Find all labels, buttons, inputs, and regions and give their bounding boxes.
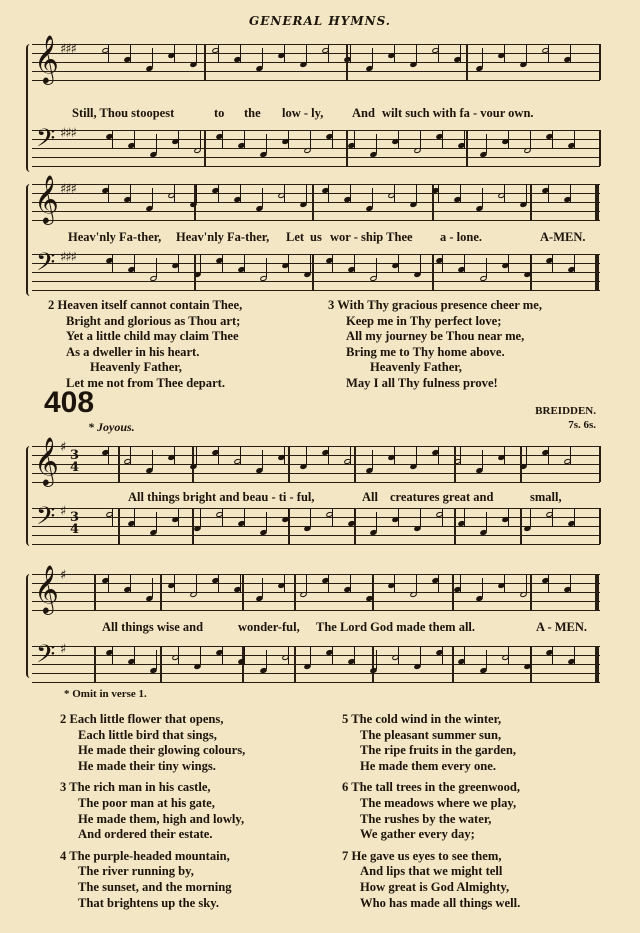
note-stem <box>416 574 417 593</box>
note-stem <box>218 44 219 63</box>
note-stem <box>244 254 245 273</box>
key-signature-icon: ♯♯♯ <box>60 42 76 57</box>
note-stem <box>508 508 509 527</box>
note-stem <box>222 508 223 527</box>
note-stem <box>244 130 245 149</box>
note-stem <box>262 578 263 597</box>
note-stem <box>240 574 241 593</box>
note-stem <box>112 130 113 149</box>
footnote: * Omit in verse 1. <box>64 688 147 700</box>
key-signature-icon: ♯ <box>60 440 66 455</box>
note-stem <box>310 508 311 527</box>
note-stem <box>570 44 571 63</box>
note-stem <box>240 446 241 465</box>
note-stem <box>552 646 553 665</box>
note-stem <box>306 574 307 593</box>
note-stem <box>526 574 527 593</box>
note-stem <box>416 44 417 63</box>
note-stem <box>574 646 575 665</box>
verse-5: 5 The cold wind in the winter, The pleasant summer sun, The ripe fruits in the garden, He made them every one. <box>342 712 517 773</box>
note-stem <box>240 184 241 203</box>
note-stem <box>438 44 439 63</box>
note-stem <box>442 254 443 273</box>
note-stem <box>130 44 131 63</box>
note-stem <box>530 508 531 527</box>
note-stem <box>288 130 289 149</box>
time-signature: 3 4 <box>70 510 80 537</box>
treble-clef-icon: 𝄞 <box>34 34 59 83</box>
note-stem <box>200 254 201 273</box>
note-stem <box>504 574 505 593</box>
note-stem <box>130 184 131 203</box>
note-stem <box>460 44 461 63</box>
note-stem <box>178 508 179 527</box>
note-stem <box>482 188 483 207</box>
hymn-number: 408 <box>44 386 95 419</box>
note-stem <box>460 446 461 465</box>
note-stem <box>376 650 377 669</box>
note-stem <box>108 44 109 63</box>
note-stem <box>372 188 373 207</box>
note-stem <box>266 258 267 277</box>
note-stem <box>332 254 333 273</box>
note-stem <box>178 254 179 273</box>
bass-clef-icon: 𝄢 <box>36 640 56 675</box>
treble-staff <box>32 34 600 83</box>
note-stem <box>328 446 329 465</box>
verse-7: 7 He gave us eyes to see them, And lips that we might tell How great is God Almighty, Who has made all things well. <box>342 848 521 910</box>
note-stem <box>288 646 289 665</box>
key-signature-icon: ♯ <box>60 568 66 583</box>
note-stem <box>222 646 223 665</box>
note-stem <box>504 184 505 203</box>
note-stem <box>244 646 245 665</box>
note-stem <box>130 446 131 465</box>
tune-name: BREIDDEN. <box>535 405 596 417</box>
note-stem <box>310 130 311 149</box>
note-stem <box>504 446 505 465</box>
time-signature: 3 4 <box>70 448 80 475</box>
note-stem <box>548 44 549 63</box>
note-stem <box>526 184 527 203</box>
note-stem <box>328 44 329 63</box>
bass-staff <box>32 502 600 544</box>
note-stem <box>134 254 135 273</box>
note-stem <box>548 446 549 465</box>
note-stem <box>266 650 267 669</box>
note-stem <box>442 130 443 149</box>
note-stem <box>284 184 285 203</box>
note-stem <box>174 44 175 63</box>
note-stem <box>464 130 465 149</box>
bass-clef-icon: 𝄢 <box>36 248 56 283</box>
bass-staff <box>32 248 600 290</box>
note-stem <box>156 258 157 277</box>
bass-staff <box>32 640 600 682</box>
note-stem <box>530 254 531 273</box>
note-stem <box>156 650 157 669</box>
note-stem <box>284 446 285 465</box>
note-stem <box>134 646 135 665</box>
note-stem <box>266 512 267 531</box>
note-stem <box>574 508 575 527</box>
verse-4: 4 The purple-headed mountain, The river running by, The sunset, and the morning That brightens up the sky. <box>60 848 232 910</box>
note-stem <box>196 184 197 203</box>
note-stem <box>438 574 439 593</box>
note-stem <box>570 574 571 593</box>
note-stem <box>244 508 245 527</box>
treble-staff <box>32 174 600 223</box>
note-stem <box>420 508 421 527</box>
verse-block-right: 3 With Thy gracious presence cheer me, Keep me in Thy perfect love; All my journey be Thou near me, Bring me to Thy home above. Heavenly Father, May I all Thy fulness prove! <box>328 298 542 390</box>
note-stem <box>196 446 197 465</box>
note-stem <box>464 254 465 273</box>
note-stem <box>200 508 201 527</box>
note-stem <box>398 646 399 665</box>
note-stem <box>486 258 487 277</box>
note-stem <box>398 130 399 149</box>
note-stem <box>548 574 549 593</box>
note-stem <box>482 578 483 597</box>
note-stem <box>306 446 307 465</box>
note-stem <box>376 258 377 277</box>
note-stem <box>332 646 333 665</box>
note-stem <box>394 574 395 593</box>
tempo-marking: * Joyous. <box>88 420 135 434</box>
note-stem <box>574 130 575 149</box>
key-signature-icon: ♯♯♯ <box>60 182 76 197</box>
note-stem <box>108 446 109 465</box>
treble-clef-icon: 𝄞 <box>34 436 59 485</box>
note-stem <box>486 650 487 669</box>
note-stem <box>178 130 179 149</box>
note-stem <box>482 48 483 67</box>
verse-2: 2 Each little flower that opens, Each little bird that sings, He made their glowing colours, He made their tiny wings. <box>60 712 246 773</box>
note-stem <box>108 574 109 593</box>
note-stem <box>310 646 311 665</box>
note-stem <box>152 450 153 469</box>
note-stem <box>354 508 355 527</box>
note-stem <box>464 646 465 665</box>
treble-clef-icon: 𝄞 <box>34 174 59 223</box>
note-stem <box>222 130 223 149</box>
note-stem <box>372 48 373 67</box>
note-stem <box>394 446 395 465</box>
note-stem <box>174 574 175 593</box>
note-stem <box>152 578 153 597</box>
note-stem <box>552 508 553 527</box>
note-stem <box>508 254 509 273</box>
note-stem <box>530 130 531 149</box>
note-stem <box>152 188 153 207</box>
note-stem <box>218 184 219 203</box>
note-stem <box>112 646 113 665</box>
note-stem <box>218 446 219 465</box>
note-stem <box>486 512 487 531</box>
treble-clef-icon: 𝄞 <box>34 564 59 613</box>
note-stem <box>262 450 263 469</box>
note-stem <box>508 646 509 665</box>
note-stem <box>262 188 263 207</box>
bass-clef-icon: 𝄢 <box>36 124 56 159</box>
note-stem <box>394 44 395 63</box>
note-stem <box>262 48 263 67</box>
verse-column-left <box>60 712 245 911</box>
note-stem <box>504 44 505 63</box>
running-head: GENERAL HYMNS. <box>249 14 391 28</box>
note-stem <box>222 254 223 273</box>
note-stem <box>178 646 179 665</box>
note-stem <box>438 446 439 465</box>
note-stem <box>460 184 461 203</box>
note-stem <box>332 508 333 527</box>
note-stem <box>482 450 483 469</box>
note-stem <box>376 512 377 531</box>
note-stem <box>112 254 113 273</box>
verse-column-right <box>342 712 520 911</box>
note-stem <box>200 646 201 665</box>
note-stem <box>130 574 131 593</box>
note-stem <box>156 512 157 531</box>
note-stem <box>134 130 135 149</box>
note-stem <box>240 44 241 63</box>
note-stem <box>112 508 113 527</box>
note-stem <box>350 44 351 63</box>
key-signature-icon: ♯♯♯ <box>60 250 76 265</box>
treble-staff <box>32 564 600 613</box>
note-stem <box>174 446 175 465</box>
note-stem <box>218 574 219 593</box>
note-stem <box>152 48 153 67</box>
note-stem <box>464 508 465 527</box>
note-stem <box>354 254 355 273</box>
verse-3: 3 The rich man in his castle, The poor man at his gate, He made them, high and lowly, And ordered their estate. <box>60 780 245 842</box>
note-stem <box>350 574 351 593</box>
note-stem <box>288 508 289 527</box>
note-stem <box>372 578 373 597</box>
note-stem <box>530 646 531 665</box>
hymnal-page: GENERAL HYMNS. 𝄞 ♯♯♯ Still, Thou stoopest to the low - ly, And wilt such with fa - vour own. 𝄢 ♯♯♯ 𝄞 ♯♯♯ Heav'nly Fa-ther, Heav'nly Fa-ther, Let us wor - ship Thee a - lone. A-MEN. 𝄢 ♯♯♯ 2 Heaven itself cannot contain Thee, Bright and glorious as Thou art; Yet a little child may claim Thee As a dweller in his heart. Heavenly Father, Let me not from Thee depart. 3 With Thy gracious presence cheer me, Keep me in Thy perfect love; All my journey be Thou near me, Bring me to Thy home above. Heavenly Father, May I all Thy fulness prove! 408 BREIDDEN. 7s. 6s. * Joyous. 𝄞 ♯ 3 4 All things bright and beau - ti - ful, All creatures great and small, 𝄢 ♯ 3 4 𝄞 ♯ All things wise and wonder-ful, The Lord God made them all. A - MEN. 𝄢 ♯ * Omit in verse 1. 2 Each little flower that opens, Each little bird that sings, He made their glowing colours, He made their tiny wings. 3 The rich man in his castle, The poor man at his gate, He made them, high and lowly, And ordered their estate. 4 The purple-headed mountain, The river running by, The sunset, and the morning That brightens up the sky. 5 The cold wind in the winter, The pleasant summer sun, The ripe fruits in the garden, He made them every one. 6 The tall trees in the greenwood, The meadows where we play, The rushes by the water, We gather every day; 7 He gave us eyes to see them, And lips that we might tell How great is God Almighty, Who has made all things well. <box>0 0 640 933</box>
note-stem <box>200 130 201 149</box>
note-stem <box>416 446 417 465</box>
note-stem <box>108 184 109 203</box>
note-stem <box>394 184 395 203</box>
key-signature-icon: ♯♯♯ <box>60 126 76 141</box>
meter: 7s. 6s. <box>568 419 596 431</box>
verse-block-left: 2 Heaven itself cannot contain Thee, Bright and glorious as Thou art; Yet a little child may claim Thee As a dweller in his heart. Heavenly Father, Let me not from Thee depart. <box>48 298 243 390</box>
note-stem <box>420 254 421 273</box>
note-stem <box>442 646 443 665</box>
note-stem <box>442 508 443 527</box>
note-stem <box>460 574 461 593</box>
treble-staff <box>32 436 600 485</box>
note-stem <box>306 44 307 63</box>
note-stem <box>284 574 285 593</box>
note-stem <box>570 446 571 465</box>
note-stem <box>354 130 355 149</box>
note-stem <box>350 446 351 465</box>
note-stem <box>420 646 421 665</box>
note-stem <box>416 184 417 203</box>
note-stem <box>174 184 175 203</box>
note-stem <box>420 130 421 149</box>
key-signature-icon: ♯ <box>60 642 66 657</box>
note-stem <box>196 574 197 593</box>
note-stem <box>526 44 527 63</box>
note-stem <box>288 254 289 273</box>
note-stem <box>552 254 553 273</box>
note-stem <box>372 450 373 469</box>
note-stem <box>438 184 439 203</box>
note-stem <box>196 44 197 63</box>
note-stem <box>134 508 135 527</box>
bass-staff <box>32 124 600 166</box>
note-stem <box>354 646 355 665</box>
verse-6: 6 The tall trees in the greenwood, The meadows where we play, The rushes by the water, We gather every day; <box>342 780 521 842</box>
note-stem <box>552 130 553 149</box>
note-stem <box>266 134 267 153</box>
note-stem <box>306 184 307 203</box>
note-stem <box>486 134 487 153</box>
tune-info <box>535 404 596 432</box>
note-stem <box>328 574 329 593</box>
note-stem <box>332 130 333 149</box>
key-signature-icon: ♯ <box>60 504 66 519</box>
note-stem <box>398 254 399 273</box>
note-stem <box>156 134 157 153</box>
note-stem <box>376 134 377 153</box>
note-stem <box>574 254 575 273</box>
note-stem <box>310 254 311 273</box>
note-stem <box>526 446 527 465</box>
bass-clef-icon: 𝄢 <box>36 502 56 537</box>
note-stem <box>398 508 399 527</box>
note-stem <box>284 44 285 63</box>
note-stem <box>570 184 571 203</box>
note-stem <box>328 184 329 203</box>
note-stem <box>350 184 351 203</box>
note-stem <box>548 184 549 203</box>
note-stem <box>508 130 509 149</box>
